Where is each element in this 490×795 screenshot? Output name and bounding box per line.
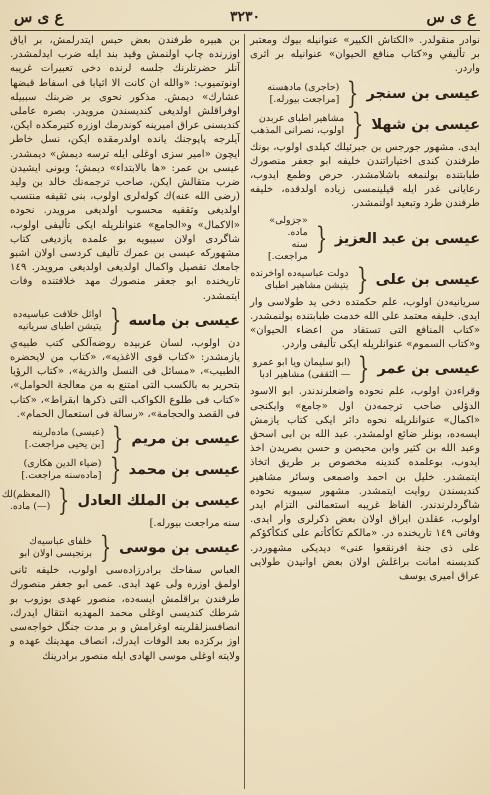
right-running-head: ع ى س [426, 8, 476, 26]
entry-note-line: دولت عباسيه‌ده اواخرنده [250, 267, 349, 279]
entry-note-line: «جزولى» ماده‌. [269, 214, 308, 238]
entry [250, 215, 480, 263]
entry-note [2, 489, 51, 513]
entry-note-line: (—) ماده‌. [9, 501, 51, 513]
entry-note-line: [ماده‌سنه مراجعت.] [21, 470, 102, 482]
entry-text: ايدى. مشهور جورجس بن جبرئيلك كيلدى اولوب، بونك طرفندن كندى اختياراتندن خليفه ابو جعفر منصورك طبابتنده بولنمغه باشلامشدر. حرص وطمع ايدوب، رعايانى غدر ايله قيلينمسى زياده اولدقده، خليفه طرفندن طرد وتبعيد اولنمشدر. [250, 141, 480, 210]
entry-note [21, 458, 101, 482]
entry-text: العباس سفاحك برادرزاده‌سى اولوب، خليفه ثانى اولمق اوزره ولى عهد ايدى. عمى ابو جعفر منصورك طرفندن براقلمش ايسه‌ده، منصور عهدى بوزوب بو شرطك كنديسى اوغلى محمد المهديه انتقال ايدرك، انصافسزلقلرينه اوغرامش و بر مدت جنگل خواجه‌سى اوز بركزده بعد الوفات ايدرك، انصاف مهدينك عهده و ولايته اوغلى موسى الهادى ايله منصور برادرينك [10, 565, 240, 662]
entry-note-line: خلفاى عباسيه‌ك [29, 536, 93, 548]
entry-heading [10, 452, 240, 488]
entry-note-line: اولوب، نصرانى المذهب [250, 124, 345, 136]
entry-note [267, 82, 339, 106]
entry-heading [10, 421, 240, 457]
entry-name: عيسى بن على [375, 271, 480, 288]
entry-text: سريانيه‌دن اولوب، علم حكمتده دخى يد طولاسى وار ايدى. خليفه معتمد على الله خدمت طبابتنده بولنمشدر. «كتاب المنافع التى تستفاد من اعضاء الحيوان» و«كتاب السموم» عنوانلريله ايكى تأليفى واردر. [250, 296, 480, 351]
entry-name: عيسى بن عبد العزيز [334, 230, 480, 247]
left-column [1, 34, 240, 789]
entry-name: عيسى بن موسى [119, 540, 240, 557]
entry-note-line: (ابو سليمان ويا ابو عمرو [252, 357, 351, 369]
entry [250, 106, 480, 212]
entry-note [250, 215, 308, 263]
entry-heading [250, 106, 480, 142]
entry-name: عيسى بن الملك العادل [77, 492, 240, 509]
entry-note-line: — الثقفى) مشاهير ادبا [259, 369, 351, 381]
entry-note-line: مشاهير اطباى عربدن [258, 112, 345, 124]
brace-glyph: { [109, 302, 121, 338]
brace-glyph: { [99, 530, 112, 566]
entry [1, 483, 240, 531]
entry-heading [250, 75, 480, 111]
column-divider [244, 34, 245, 789]
entry-name: عيسى بن عمر [377, 361, 480, 378]
entry-note-line: (حاجرى) مادهسنه [267, 81, 340, 93]
entry-text: سنه مراجعت بيورله.] [149, 518, 240, 530]
header-rule [10, 30, 480, 31]
brace-glyph: { [358, 351, 370, 387]
entry-note-line: اوائل خلافت عباسيه‌ده [12, 308, 102, 320]
entry-heading [10, 530, 240, 566]
brace-glyph: { [356, 261, 368, 297]
brace-glyph: { [347, 75, 359, 111]
page-number: ٣٢٣٠ [229, 9, 261, 25]
entry-heading [10, 302, 240, 338]
entry-name: عيسى بن مريم [131, 430, 240, 447]
entry-note-line: يتيشن اطباى سريانيه‌ [17, 320, 102, 332]
brace-glyph: { [352, 106, 364, 142]
entry-note [253, 357, 351, 381]
entry-heading [250, 215, 480, 263]
entry-note [251, 113, 345, 137]
entry-note [250, 268, 348, 292]
entry [10, 421, 240, 457]
entry-note-line: (ضياء الدين هكارى) [23, 458, 102, 470]
entry-name: عيسى بن ماسه [128, 312, 240, 329]
entry-name: عيسى بن محمد [128, 461, 240, 478]
entry-note-line: سنه مراجعت.] [267, 238, 308, 262]
entry [250, 75, 480, 111]
entry-name: عيسى بن سنجر [366, 85, 480, 102]
entry-note-line: يتيشن مشاهير اطباى [264, 279, 349, 291]
entry-text: وقراءدن اولوب، علم نحوده واضعلرندندر. ابو الاسود الدؤلى صاحب ترجمه‌دن اول «جامع» وايكنجى «اكمال» عنوانلريله نحوه دائر ايكى كتاب يازمش ايسه‌ده، بونلر ضائع اولمشدر. عبد الله بن ابى اسحق وعبد الله بن كثير وابن محيصن و حسن بصريدن اخذ ايدوب، بوعلمده كندينه مخصوص بر طريق اتخاذ ايتمشدر. خليل بن احمد واصمعى وسائر مشاهير كنديسندن روايت ايتمشدر. مشهور سيبويه نحوده شاگردلرندندر. الفاظ غريبه استعمالنى التزام ايدر اولوب، عقلدن ايراق اولان بعض ذكرلرى وار ايدى. وفاتى ١٤٩ تاريخنده در. «مالكم تكأكأتم على كتكأكؤكم على ذى جنة افرنقعوا عنى» ديديكى مشهوردر. كنديسنه امانت براغلش اولان بعض اوانيدن طولايى عراق اميرى يوسف [250, 386, 480, 583]
entry [10, 530, 240, 663]
entry-note [20, 536, 92, 560]
left-running-head: ع ى س [14, 8, 64, 26]
brace-glyph: { [315, 220, 328, 256]
entry [250, 351, 480, 584]
entry-heading [250, 261, 480, 297]
entry-note-line: برنجيسى اولان ابو [19, 548, 93, 560]
left-column-intro: بن هبيره طرفندن بعض حبس ايتدرلمش، بر اياق اوزرنده چاپ اولنمش وقيد بند ايله ضرب ايدلمشدر. آنلر حضرتلرنك جلسه لرنده دخى تعبيرات غريبه اونوتميوب: «والله ان كانت الا اثيابا فى اسفاط قبضها عشارك» ديمش. مذكور نحوى بر ضربنك سببيله اوفراقلش اولديغى كنديسندن مرويدر. بصره عاملى كنديسنى عراق اميرينه كوندرمك اوزره كتيرمكده ايكن، آيلرجه پاپوجنك يانده اولدرمقده ايكن، نسل خاطر ايچون «امير سزى اوغلى ايله ترسه ديمش» ديمشدر. عيسى بن عمر: «ها بالابتداء» ديمش؛ وبونى ايشيدن ضرب متقالش ايكن، صاحب ترجمه‌نك خالد بن وليد (رضى الله عنه)ك كوله‌لرى اولوب، بنى ثقيفه منتسب اولديغى وثقفيه محسوب اولديغى مرويدر. نحوده «الاكمال» و«الجامع» عنوانلريله ايكى تأليفى اولوب، شاگردى اولان سيبويه بو علمده يازديغى كتاب مشهوركه عيسى بن عمرك تأليف كردسى اولان اشبو جامعك تفصيل واكمال اولديغى اولديغى مرويدر. ١٤٩ تاريخنده ابو جعفر منصورك مهد خلافتنده وفات ايتمشدر. [10, 35, 240, 302]
brace-glyph: { [58, 483, 70, 519]
brace-glyph: { [112, 421, 124, 457]
entry-note-line: [مراجعت بيورله.] [269, 93, 340, 105]
entry-heading [1, 483, 240, 519]
entry-heading [250, 351, 480, 387]
entry-name: عيسى بن شهلا [371, 116, 480, 133]
entry-note-line: (عيسى) ماده‌لرينه [32, 427, 105, 439]
entry [10, 452, 240, 488]
entry-note-line: [بن يحيى مراجعت.] [24, 439, 105, 451]
entry-note [13, 309, 102, 333]
page-header [14, 6, 476, 28]
entry-note [25, 427, 104, 451]
entry [250, 261, 480, 353]
right-column-intro: نوادر منقولدر. «الكتاش الكبير» عنوانيله بيوك ومعتبر بر تأليفي و«كتاب منافع الحيوان» عنوانيله بر اثرى واردر. [250, 35, 480, 75]
right-column [250, 34, 480, 789]
entry [10, 302, 240, 422]
entry-text: دن اولوب، لسان عربيده روضه‌آلكى كتب طبيه‌ي يازمشدر: «كتاب قوى الاغذيه»، «كتاب من لايحضره الطبيب»، «مسائل فى النسل والذرية»، «كتاب الرؤيا بتحرير به بالكسب التى امتنع به من معالجة الحوامل»، «كتاب فى طلوع الكواكب التى ذكرها ابقراط»، «كتاب فى القصد والحجامة»، «رسالة فى استعمال الحمام». [10, 337, 240, 420]
entry-note-line: (المعظم)لك [1, 489, 51, 501]
brace-glyph: { [109, 452, 121, 488]
